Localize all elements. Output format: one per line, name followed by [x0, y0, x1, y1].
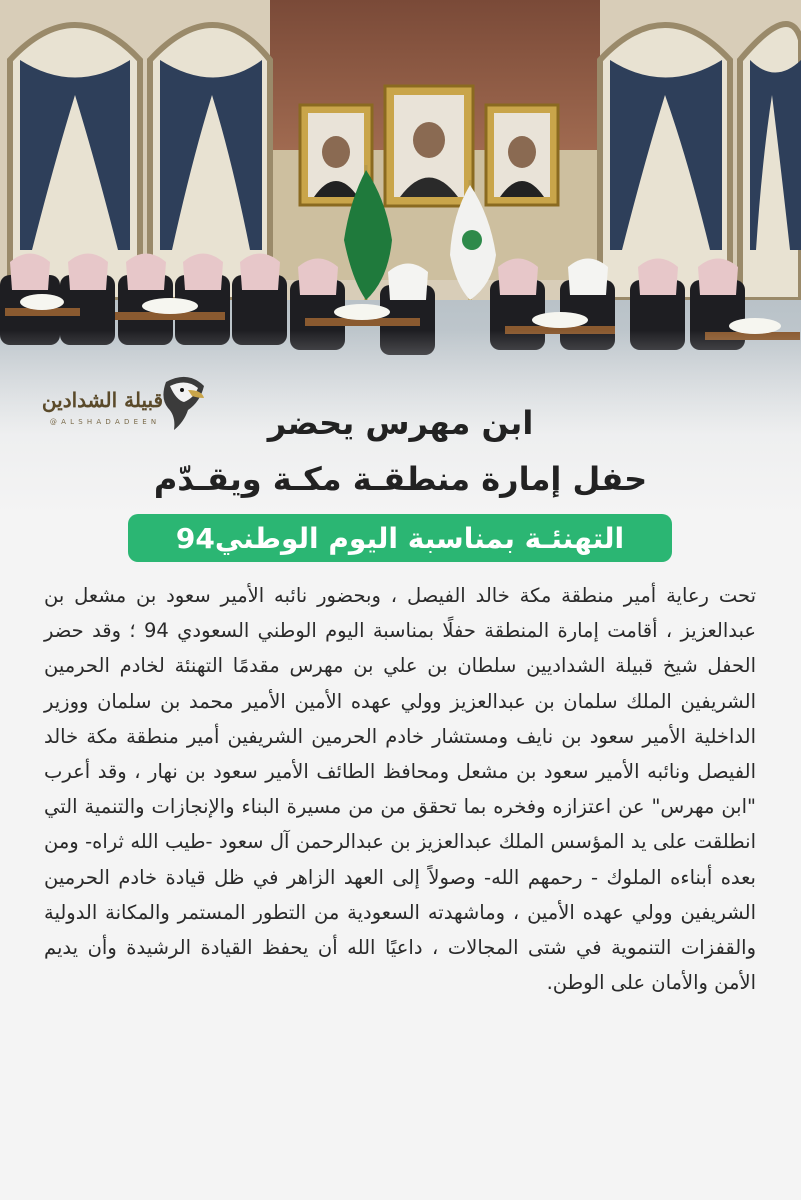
headline-line-2: حفل إمارة منطقـة مكـة ويقـدّم	[153, 460, 648, 498]
greeting-banner	[128, 514, 672, 562]
logo-name: قبيلة الشدادين	[41, 388, 164, 412]
article-body: تحت رعاية أمير منطقة مكة خالد الفيصل ، وبحضور نائبه الأمير سعود بن مشعل بن عبدالعزيز ، أقامت إمارة المنطقة حفلًا بمناسبة اليوم الوطني السعودي 94 ؛ وقد حضر الحفل شيخ قبيلة الشداديين سلطان بن علي بن مهرس مقدمًا التهنئة لخادم الحرمين الشريفين الملك سلمان بن عبدالعزيز وولي عهده الأمين الأمير محمد بن سلمان ووزير الداخلية الأمير سعود بن نايف ومستشار خادم الحرمين الشريفين أمير منطقة مكة خالد الفيصل ونائبه الأمير سعود بن مشعل ومحافظ الطائف الأمير سعود بن نهار ، وقد أعرب "ابن مهرس" عن اعتزازه وفخره بما تحقق من من مسيرة البناء والإنجازات والتنمية التي انطلقت على يد المؤسس الملك عبدالعزيز بن عبدالرحمن آل سعود -طيب الله ثراه- ومن بعده أبناءه الملوك - رحمهم الله- وصولاً إلى العهد الزاهر في ظل قيادة خادم الحرمين الشريفين وولي عهده الأمين ، وماشهدته السعودية من التطور المستمر والمكانة الدولية والقفزات التنموية في شتى المجالات ، داعيًا الله أن يحفظ القيادة الرشيدة وأن يديم الأمن والأمان على الوطن.	[44, 584, 756, 995]
event-photo	[0, 0, 801, 520]
banner-text: التهنئـة بمناسبة اليوم الوطني94	[175, 521, 625, 555]
headline-line-1: ابن مهرس يحضر	[267, 404, 534, 442]
logo-handle: @ A L S H A D A D E E N	[49, 418, 158, 426]
